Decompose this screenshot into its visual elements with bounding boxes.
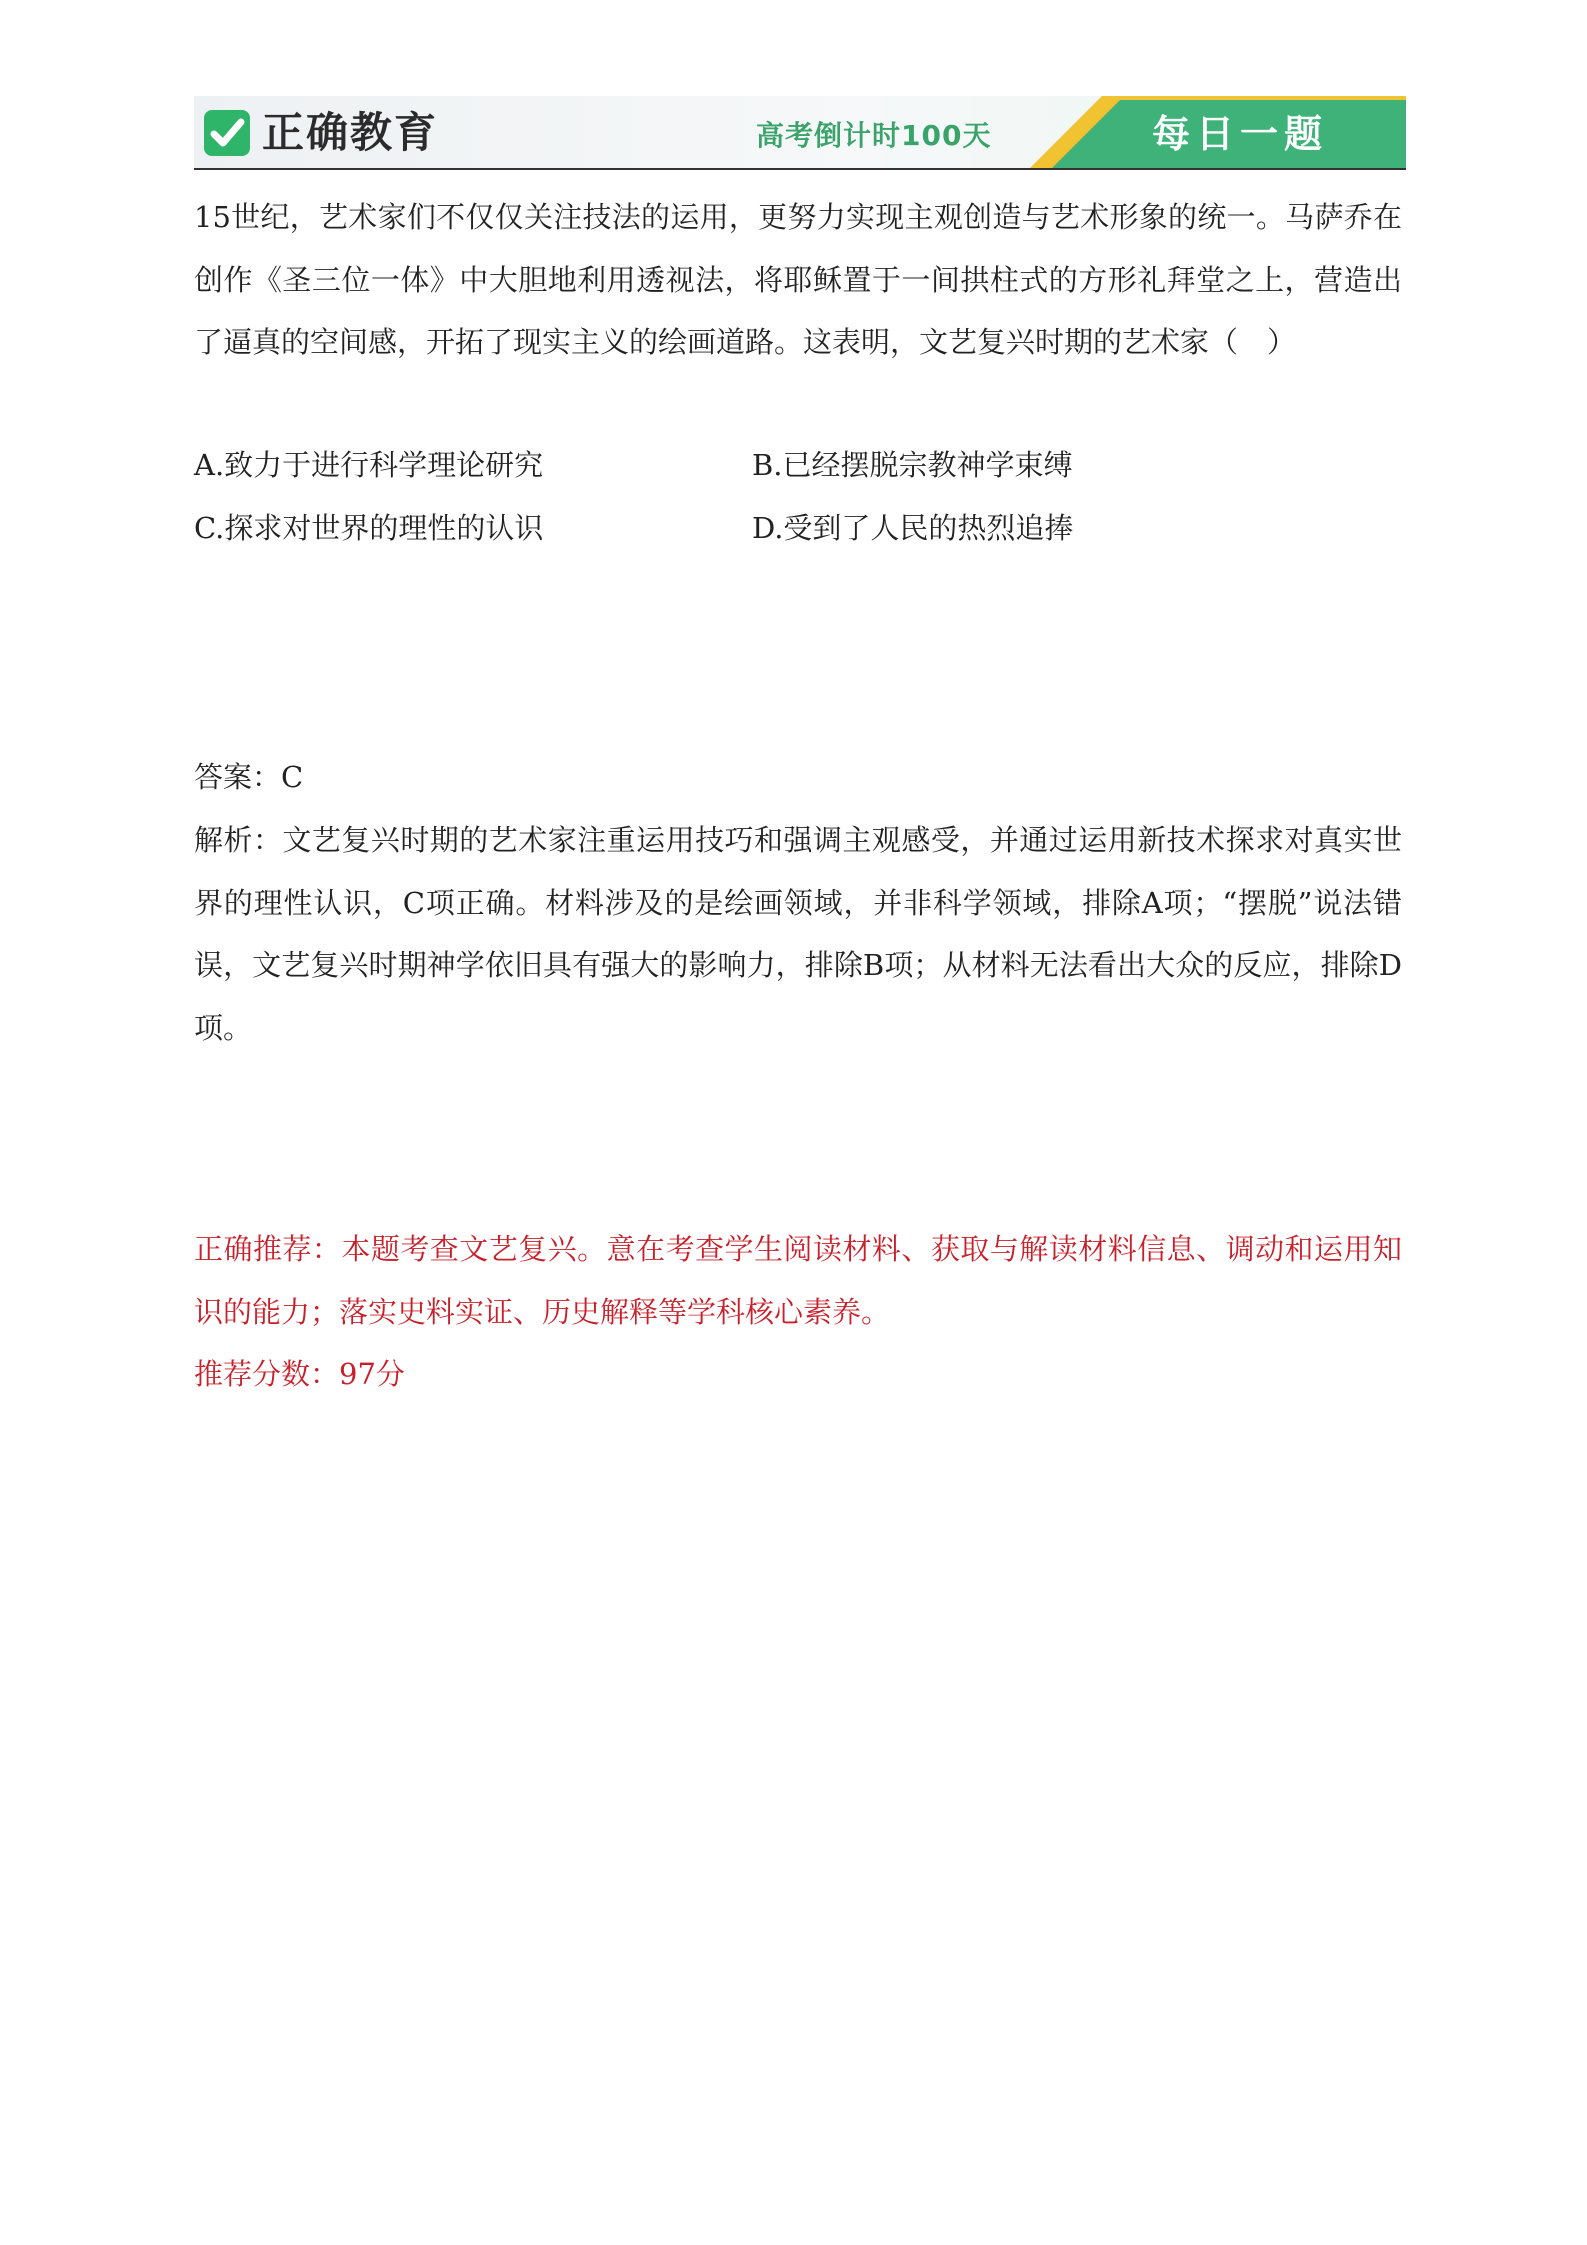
logo-text: 正确教育 (262, 108, 439, 157)
daily-label: 每日一题 (1152, 112, 1329, 156)
option-c: C.探求对世界的理性的认识 (194, 510, 544, 545)
recommendation-text: 正确推荐：本题考查文艺复兴。意在考查学生阅读材料、获取与解读材料信息、调动和运用知识的能力；落实史料实证、历史解释等学科核心素养。 (194, 1232, 1402, 1329)
option-b: B.已经摆脱宗教神学束缚 (752, 448, 1073, 482)
countdown-text: 高考倒计时100天 (756, 119, 992, 152)
option-d: D.受到了人民的热烈追捧 (752, 510, 1074, 545)
recommendation-score: 推荐分数：97分 (194, 1357, 405, 1391)
analysis-text: 解析：文艺复兴时期的艺术家注重运用技巧和强调主观感受，并通过运用新技术探求对真实世界的理性认识，C项正确。材料涉及的是绘画领域，并非科学领域，排除A项；“摆脱”说法错误，文艺复兴时期神学依旧具有强大的影响力，排除B项；从材料无法看出大众的反应，排除D项。 (194, 823, 1402, 1045)
options-list (194, 434, 1402, 559)
options-row-2 (194, 497, 1402, 560)
options-row-1 (194, 434, 1402, 497)
check-icon (204, 110, 250, 156)
header-banner (194, 96, 1406, 170)
question-stem: 15世纪，艺术家们不仅仅关注技法的运用，更努力实现主观创造与艺术形象的统一。马萨乔在创作《圣三位一体》中大胆地利用透视法，将耶稣置于一间拱柱式的方形礼拜堂之上，营造出了逼真的空间感，开拓了现实主义的绘画道路。这表明，文艺复兴时期的艺术家（ ） (194, 200, 1402, 360)
option-a: A.致力于进行科学理论研究 (194, 448, 544, 482)
answer-text: 答案：C (194, 760, 304, 794)
